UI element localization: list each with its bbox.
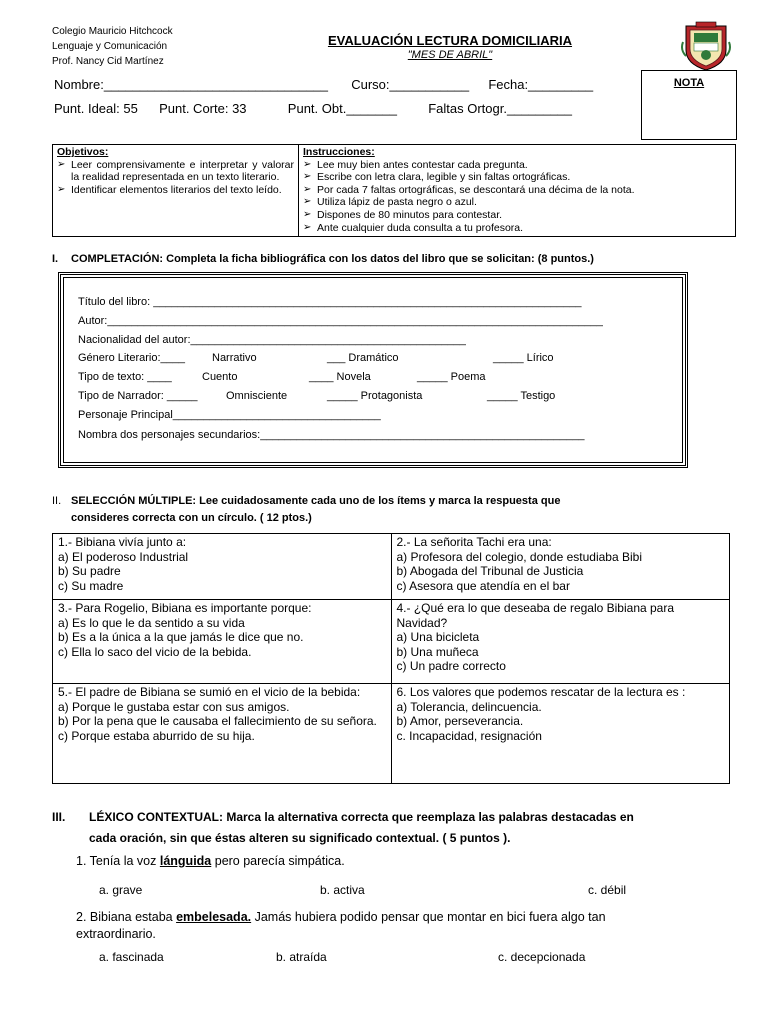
option-a[interactable]: a) Profesora del colegio, donde estudiaba Bibi — [396, 549, 642, 564]
instruction-item: ➢ Dispones de 80 minutos para contestar. — [303, 208, 503, 221]
genero-option-narrativo[interactable]: Narrativo — [212, 352, 257, 364]
punt-corte: Punt. Corte: 33 — [159, 101, 247, 116]
nota-box[interactable] — [641, 70, 737, 140]
genero-option-dramatico[interactable]: ___ Dramático — [327, 352, 399, 364]
tipo-texto-option-novela[interactable]: ____ Novela — [309, 371, 371, 383]
teacher-name: Prof. Nancy Cid Martínez — [52, 56, 164, 67]
option-b[interactable]: b) Es a la única a la que jamás le dice que no. — [58, 630, 304, 644]
instruction-item: ➢ Ante cualquier duda consulta a tu profesora. — [303, 221, 524, 234]
instruction-item: ➢ Lee muy bien antes contestar cada pregunta. — [303, 158, 528, 171]
lexico-q2-option-c[interactable]: c. decepcionada — [498, 950, 586, 964]
tipo-texto-option-cuento[interactable]: Cuento — [202, 371, 238, 383]
arrow-bullet-icon: ➢ — [57, 183, 66, 195]
question-2: 2.- La señorita Tachi era una: a) Profesora del colegio, donde estudiaba Bibi b) Abogada del Tribunal de Justicia c) Asesora que atendía en el bar — [391, 534, 730, 600]
personaje-principal-field[interactable]: Personaje Principal__________________________________ — [78, 409, 381, 421]
arrow-bullet-icon: ➢ — [303, 196, 312, 208]
month-subtitle: "MES DE ABRIL" — [407, 49, 493, 61]
punt-ideal: Punt. Ideal: 55 — [54, 101, 138, 116]
instruction-item: ➢ Por cada 7 faltas ortográficas, se descontará una décima de la nota. — [303, 183, 635, 196]
lexico-q1-option-a[interactable]: a. grave — [99, 883, 143, 897]
lexico-question-1: 1. Tenía la voz lánguida pero parecía simpática. — [76, 854, 345, 868]
lexico-question-2-line-2: extraordinario. — [76, 927, 156, 941]
option-b[interactable]: b) Su padre — [58, 564, 121, 578]
nacionalidad-field[interactable]: Nacionalidad del autor:_____________________________________________ — [78, 334, 466, 346]
lexico-q2-option-a[interactable]: a. fascinada — [99, 950, 164, 964]
question-4: 4.- ¿Qué era lo que deseaba de regalo Bibiana para Navidad? a) Una bicicleta b) Una muñeca c) Un padre correcto — [391, 600, 730, 684]
student-info-row-2 — [54, 101, 572, 116]
question-6: 6. Los valores que podemos rescatar de la lectura es : a) Tolerancia, delincuencia. b) Amor, perseverancia. c. Incapacidad, resignación — [391, 684, 730, 784]
page-title: EVALUACIÓN LECTURA DOMICILIARIA — [327, 33, 573, 48]
section-3-heading-line-2: cada oración, sin que éstas alteren su significado contextual. ( 5 puntos ). — [89, 831, 511, 845]
narrador-label[interactable]: Tipo de Narrador: _____ — [78, 390, 198, 402]
section-1-heading: I. COMPLETACIÓN: Completa la ficha bibliográfica con los datos del libro que se solicitan: (8 puntos.) — [52, 253, 594, 265]
tipo-texto-label[interactable]: Tipo de texto: ____ — [78, 371, 172, 383]
instruction-item: ➢ Utiliza lápiz de pasta negro o azul. — [303, 196, 477, 209]
objective-item: ➢ Identificar elementos literarios del texto leído. — [57, 183, 282, 196]
curso-field[interactable]: Curso:___________ — [351, 77, 470, 92]
arrow-bullet-icon: ➢ — [57, 158, 66, 170]
objectives-instructions-table — [52, 144, 736, 237]
option-a[interactable]: a) El poderoso Industrial — [58, 549, 189, 564]
subject-name: Lenguaje y Comunicación — [52, 41, 168, 52]
section-2-heading-line-2: consideres correcta con un círculo. ( 12 ptos.) — [71, 512, 312, 524]
genero-label[interactable]: Género Literario:____ — [78, 352, 186, 364]
option-a[interactable]: a) Porque le gustaba estar con sus amigos. — [58, 699, 290, 714]
arrow-bullet-icon: ➢ — [303, 171, 312, 183]
arrow-bullet-icon: ➢ — [303, 221, 312, 233]
tipo-texto-option-poema[interactable]: _____ Poema — [417, 371, 486, 383]
option-c[interactable]: c) Asesora que atendía en el bar — [396, 578, 570, 593]
option-c[interactable]: c. Incapacidad, resignación — [396, 728, 542, 743]
faltas-field[interactable]: Faltas Ortogr._________ — [428, 101, 573, 116]
narrador-option-testigo[interactable]: _____ Testigo — [487, 390, 556, 402]
genero-option-lirico[interactable]: _____ Lírico — [493, 352, 554, 364]
autor-field[interactable]: Autor:_________________________________________________________________________________ — [78, 315, 603, 327]
lexico-q2-option-b[interactable]: b. atraída — [276, 950, 327, 964]
option-c[interactable]: c) Un padre correcto — [396, 659, 506, 673]
option-a[interactable]: a) Una bicicleta — [396, 630, 480, 644]
lexico-q1-option-b[interactable]: b. activa — [320, 883, 365, 897]
lexico-q1-option-c[interactable]: c. débil — [588, 883, 627, 897]
option-c[interactable]: c) Su madre — [58, 578, 124, 593]
arrow-bullet-icon: ➢ — [303, 183, 312, 195]
school-name: Colegio Mauricio Hitchcock — [52, 26, 173, 37]
personajes-secundarios-field[interactable]: Nombra dos personajes secundarios:_____________________________________________________ — [78, 429, 585, 441]
school-info — [52, 24, 173, 69]
arrow-bullet-icon: ➢ — [303, 158, 312, 170]
nota-label: NOTA — [673, 77, 705, 89]
highlighted-word: lánguida — [159, 854, 212, 868]
question-3: 3.- Para Rogelio, Bibiana es importante porque: a) Es lo que le da sentido a su vida b) Es a la única a la que jamás le dice que no. c) Ella lo saco del vicio de la bebida. — [53, 600, 392, 684]
nombre-field[interactable]: Nombre:_______________________________ — [54, 77, 328, 92]
narrador-option-protagonista[interactable]: _____ Protagonista — [327, 390, 423, 402]
objectives-cell — [53, 145, 299, 237]
student-info-row-1 — [54, 77, 593, 92]
option-c[interactable]: c) Ella lo saco del vicio de la bebida. — [58, 644, 252, 659]
objectives-header: Objetivos: — [57, 146, 109, 158]
punt-obt-field[interactable]: Punt. Obt._______ — [287, 101, 397, 116]
instructions-cell — [299, 145, 736, 237]
fecha-field[interactable]: Fecha:_________ — [488, 77, 594, 92]
narrador-option-omnisciente[interactable]: Omnisciente — [226, 390, 288, 402]
section-3-heading: III. LÉXICO CONTEXTUAL: Marca la alternativa correcta que reemplaza las palabras destacadas en — [52, 810, 634, 824]
highlighted-word: embelesada. — [176, 910, 252, 924]
question-5: 5.- El padre de Bibiana se sumió en el vicio de la bebida: a) Porque le gustaba estar con sus amigos. b) Por la pena que le causaba el fallecimiento de su señora. c) Porque estaba aburrido de su hija. — [53, 684, 392, 784]
titulo-field[interactable]: Título del libro: ______________________________________________________________________ — [78, 296, 582, 308]
option-a[interactable]: a) Tolerancia, delincuencia. — [396, 699, 542, 714]
option-b[interactable]: b) Por la pena que le causaba el fallecimiento de su señora. — [58, 714, 377, 728]
objective-item: ➢ Leer comprensivamente e interpretar y valorar la realidad representada en un texto literario. — [57, 158, 294, 184]
option-b[interactable]: b) Abogada del Tribunal de Justicia — [396, 564, 584, 578]
multiple-choice-table — [52, 533, 730, 784]
lexico-question-2: 2. Bibiana estaba embelesada. Jamás hubiera podido pensar que montar en bici fuera algo tan — [76, 910, 606, 924]
instruction-item: ➢ Escribe con letra clara, legible y sin faltas ortográficas. — [303, 171, 571, 184]
option-c[interactable]: c) Porque estaba aburrido de su hija. — [58, 728, 255, 743]
option-b[interactable]: b) Amor, perseverancia. — [396, 714, 524, 728]
question-1: 1.- Bibiana vivía junto a: a) El poderoso Industrial b) Su padre c) Su madre — [53, 534, 392, 600]
arrow-bullet-icon: ➢ — [303, 208, 312, 220]
option-b[interactable]: b) Una muñeca — [396, 644, 479, 659]
school-crest-icon — [680, 20, 732, 72]
section-2-heading: II. SELECCIÓN MÚLTIPLE: Lee cuidadosamente cada uno de los ítems y marca la respuesta que — [52, 495, 561, 507]
instructions-header: Instrucciones: — [303, 146, 375, 158]
option-a[interactable]: a) Es lo que le da sentido a su vida — [58, 615, 245, 630]
